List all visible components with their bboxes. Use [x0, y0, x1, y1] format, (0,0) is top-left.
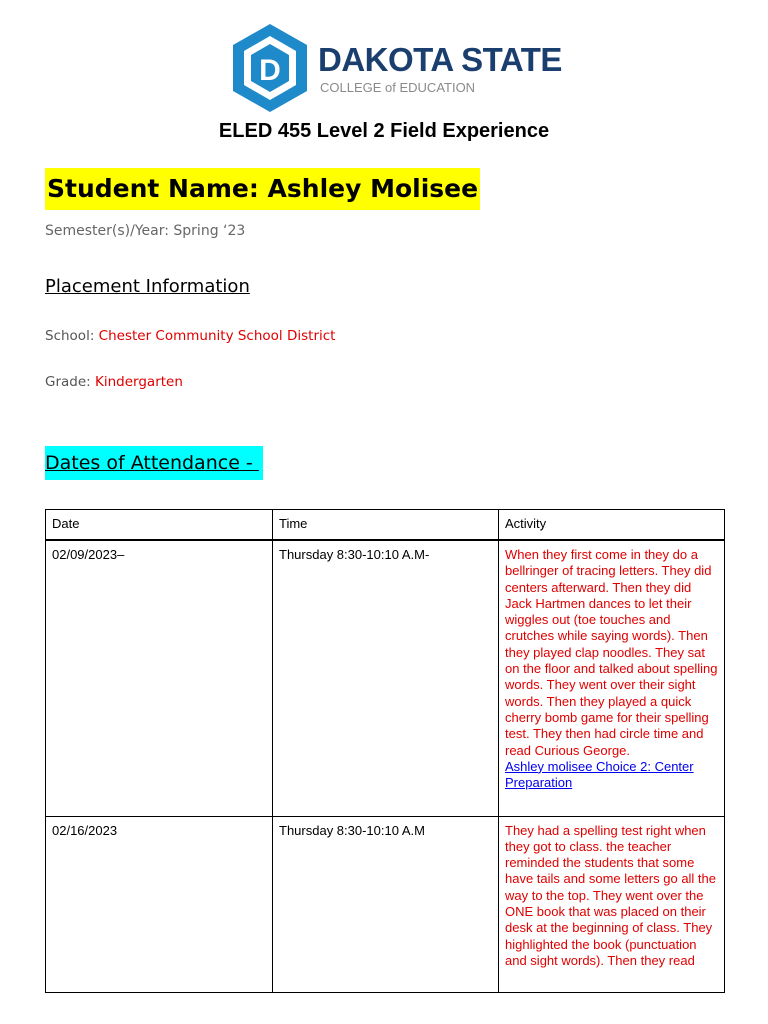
school-label: School:: [45, 328, 95, 344]
logo-letter: D: [259, 54, 281, 87]
logo-name: DAKOTA STATE: [318, 41, 562, 78]
activity-text: When they first come in they do a bellringer of tracing letters. They did centers afterward. Then they did Jack Hartmen dances to let their wiggles out (toe touches and crutches while saying words). Then they played clap noodles. They sat on the floor and talked about spelling words. They went over their sight words. Then they played a quick cherry bomb game for their spelling test. They then had circle time and read Curious George.: [505, 547, 718, 758]
attendance-table: [45, 509, 725, 993]
table-row: [46, 816, 725, 992]
header-date: Date: [46, 510, 273, 541]
header-time: Time: [273, 510, 499, 541]
school-field: [45, 325, 335, 347]
row-activity: [499, 540, 725, 816]
school-value: Chester Community School District: [98, 328, 336, 344]
row-date: 02/16/2023: [46, 816, 273, 992]
row-time: Thursday 8:30-10:10 A.M: [273, 816, 499, 992]
row-activity: [499, 816, 725, 992]
table-header-row: [46, 510, 725, 541]
row-date: 02/09/2023–: [46, 540, 273, 816]
table-row: [46, 540, 725, 816]
row-time: Thursday 8:30-10:10 A.M-: [273, 540, 499, 816]
header-activity: Activity: [499, 510, 725, 541]
college-logo: [230, 22, 562, 114]
activity-text: They had a spelling test right when they got to class. the teacher reminded the students that some have tails and some letters go all the way to the top. They went over the ONE book that was placed on their desk at the beginning of class. They highlighted the book (punctuation and sight words). Then they read: [505, 822, 717, 968]
student-name: Student Name: Ashley Molisee: [45, 168, 480, 210]
course-title: ELED 455 Level 2 Field Experience: [218, 120, 550, 142]
semester-year: Semester(s)/Year: Spring ‘23: [45, 223, 246, 239]
hexagon-logo-icon: [230, 22, 310, 114]
logo-subtitle: COLLEGE of EDUCATION: [320, 80, 476, 95]
activity-link[interactable]: Ashley molisee Choice 2: Center Preparation: [505, 758, 694, 791]
attendance-heading: Dates of Attendance -: [45, 446, 263, 480]
placement-heading: Placement Information: [45, 276, 250, 297]
grade-value: Kindergarten: [95, 374, 183, 390]
grade-label: Grade:: [45, 374, 91, 390]
grade-field: [45, 371, 183, 393]
